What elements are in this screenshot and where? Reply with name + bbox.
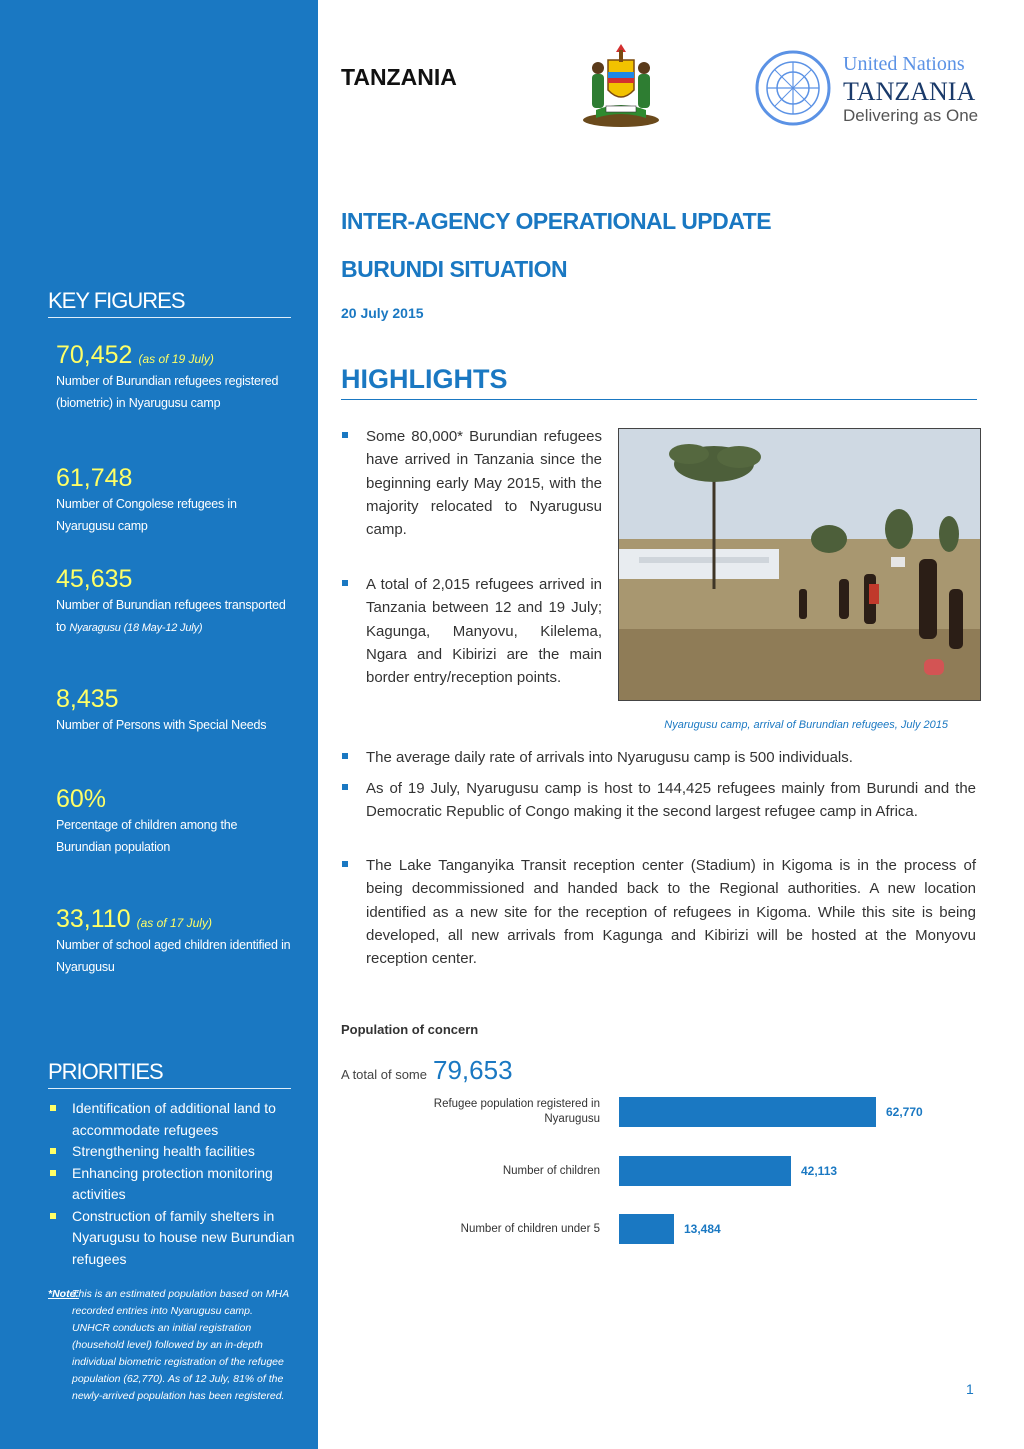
bar-category-label: Number of children [502,1164,600,1177]
bar-category-label: Refugee population registered in Nyarugusu [433,1098,600,1125]
priorities-heading: PRIORITIES [48,1059,291,1089]
bullet-icon [50,1170,56,1176]
key-figure-desc: Number of school aged children identified in Nyarugusu [56,938,291,974]
highlight-text: The average daily rate of arrivals into Nyarugusu camp is 500 individuals. [366,749,853,766]
photo-caption: Nyarugusu camp, arrival of Burundian refugees, July 2015 [664,719,948,731]
key-figure-desc-text: Number of Burundian refugees transported to [56,598,286,634]
bar-value-label: 62,770 [886,1105,923,1119]
priority-text: Strengthening health facilities [72,1143,255,1159]
highlight-text: As of 19 July, Nyarugusu camp is host to 144,425 refugees mainly from Burundi and the Democratic Republic of Congo making it the second largest refugee camp in Africa. [366,780,976,821]
key-figure-desc: Number of Burundian refugees registered (biometric) in Nyarugusu camp [56,374,279,410]
highlight-text: A total of 2,015 refugees arrived in Tanzania between 12 and 19 July; Kagunga, Manyovu, Kilelema, Ngara and Kibirizi are the main border entry/reception points. [366,576,602,687]
highlight-item [366,425,602,541]
priority-text: Identification of additional land to accommodate refugees [72,1100,276,1138]
key-figure [56,463,291,537]
bar [619,1097,876,1127]
bullet-icon [342,580,348,586]
highlight-item [366,777,976,824]
highlight-item [366,854,976,970]
un-logo-line3: Delivering as One [843,106,979,125]
bullet-icon [50,1105,56,1111]
report-date: 20 July 2015 [341,305,424,321]
key-figures-heading: KEY FIGURES [48,288,291,318]
priorities-list [48,1098,298,1270]
bar [619,1214,674,1244]
key-figure [56,684,291,736]
bar [619,1156,791,1186]
key-figure-desc: Number of Persons with Special Needs [56,718,267,732]
country-title: TANZANIA [341,64,457,90]
key-figure-value: 45,635 [56,565,133,593]
refugees-arrival-photo [618,428,981,701]
key-figure-value: 60% [56,785,107,813]
key-figure-value: 70,452 [56,341,133,369]
bar-value-label: 42,113 [801,1164,838,1178]
priority-item [48,1206,298,1271]
bar-category-label: Number of children under 5 [460,1222,600,1235]
bullet-icon [342,784,348,790]
bullet-icon [342,861,348,867]
bullet-icon [342,432,348,438]
highlights-heading: HIGHLIGHTS [341,364,977,400]
key-figure [56,340,291,414]
priority-text: Enhancing protection monitoring activities [72,1164,273,1202]
footnote-text: This is an estimated population based on MHA recorded entries into Nyarugusu camp. UNHCR conducts an initial registration (household level) followed by an in-depth individual biometric registration of the refugee population (62,770). As of 12 July, 81% of the newly-arrived population has been registered. [72,1288,289,1402]
report-subtitle: BURUNDI SITUATION [341,256,568,282]
bullet-icon [342,753,348,759]
un-logo-line1: United Nations [843,53,965,75]
highlight-item [366,746,976,769]
key-figure-desc-italic: Nyaragusu (18 May-12 July) [69,622,203,634]
highlight-text: The Lake Tanganyika Transit reception center (Stadium) in Kigoma is in the process of being decommissioned and handed back to the Regional authorities. A new location identified as a new site for the reception of refugees in Kigoma. While this site is being developed, all new arrivals from Kagunga and Kibirizi will be hosted at the Monyovu reception center. [366,857,976,968]
key-figure-value: 8,435 [56,685,119,713]
report-title: INTER-AGENCY OPERATIONAL UPDATE [341,208,772,234]
footnote-label: *Note: [48,1288,79,1300]
population-title: Population of concern [341,1022,479,1037]
bar-value-label: 13,484 [684,1222,721,1236]
key-figure-desc [56,594,291,639]
population-total-prefix: A total of some [341,1067,427,1082]
key-figure-desc: Percentage of children among the Burundian population [56,818,238,854]
highlight-item [366,573,602,689]
population-total [341,1055,513,1086]
key-figure-asof: (as of 19 July) [138,352,214,366]
priority-item [48,1098,298,1141]
key-figure [56,564,291,639]
key-figure-desc: Number of Congolese refugees in Nyarugusu camp [56,497,237,533]
un-tanzania-logo [753,48,983,128]
key-figure-value: 33,110 [56,905,131,933]
priority-text: Construction of family shelters in Nyarugusu to house new Burundian refugees [72,1207,295,1267]
bullet-icon [50,1148,56,1154]
un-logo-line2: TANZANIA [843,77,976,106]
sidebar [0,0,318,1449]
priority-item [48,1163,298,1206]
tanzania-coat-of-arms-icon [576,40,666,130]
page-number: 1 [966,1381,974,1397]
priority-item [48,1141,298,1163]
highlight-text: Some 80,000* Burundian refugees have arrived in Tanzania since the beginning early May 2015, with the majority relocated to Nyarugusu camp. [366,428,602,539]
key-figure-asof: (as of 17 July) [136,916,212,930]
population-total-value: 79,653 [433,1055,513,1085]
footnote [48,1286,293,1405]
key-figure [56,904,291,978]
bullet-icon [50,1213,56,1219]
un-emblem-icon [757,52,829,124]
key-figure-value: 61,748 [56,464,133,492]
key-figure [56,784,291,858]
